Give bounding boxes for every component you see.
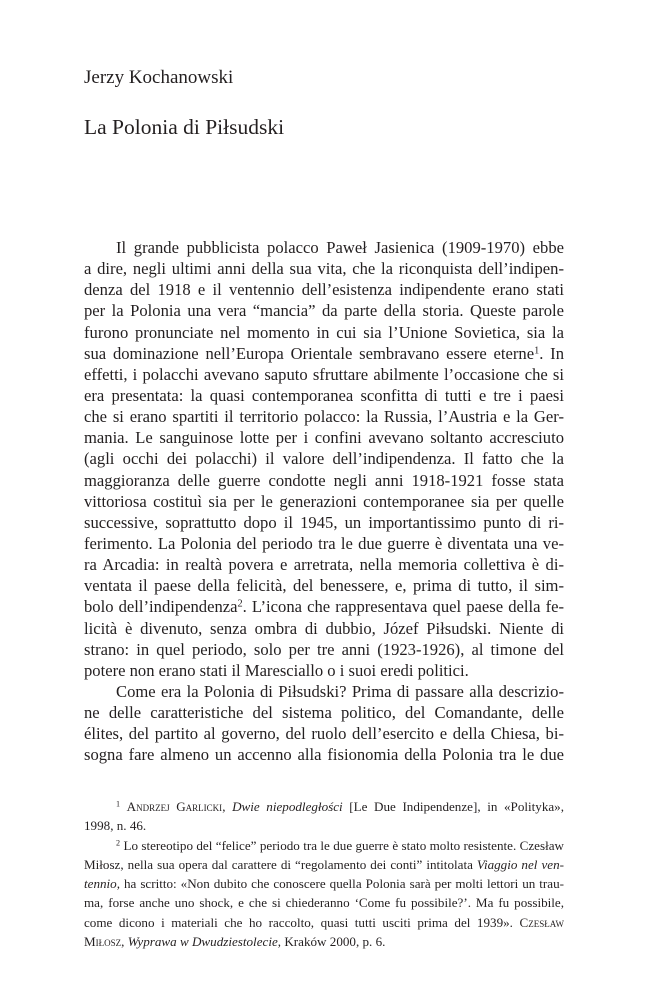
body-line: effetti, i polacchi avevano saputo sfruttare abilmente l’occasione che si [84, 364, 564, 384]
footnote-2-line [84, 855, 564, 874]
body-line: ventata il paese della felicità, del benessere, e, prima di tutto, il sim- [84, 576, 564, 596]
chapter-title: La Polonia di Piłsudski [84, 115, 285, 139]
body-line: vittoriosa costituì sia per le generazioni contemporanee sia per quelle [84, 491, 564, 511]
body-line: denza del 1918 e il ventennio dell’esistenza indipendente erano stati [84, 280, 564, 300]
footnote-work-title: Viaggio nel ven- [476, 856, 564, 872]
footnotes [84, 797, 564, 951]
footnote-ref: 2 [237, 598, 243, 610]
footnote-2 [84, 836, 564, 855]
footnote-1 [84, 797, 564, 816]
body-line: maggioranza delle guerre condotte negli anni 1918-1921 fosse stata [84, 470, 564, 490]
body-line: furono pronunciate nel momento in cui sia l’Unione Sovietica, sia la [84, 322, 564, 342]
footnote-author: Miłosz [84, 934, 122, 950]
footnote-ref: 1 [534, 345, 540, 357]
body-line-text: bolo dell’indipendenza [84, 597, 238, 617]
footnote-text: come dicono i materiali che ho raccolto, quasi tutti usciti prima del 1939». [84, 914, 520, 930]
body-line: mania. Le sanguinose lotte per i confini avevano soltanto accresciuto [84, 428, 564, 448]
body-line: sogna fare almeno un accenno alla fisionomia della Polonia tra le due [84, 745, 564, 765]
footnote-text: Miłosz, nella sua opera dal carattere di “regolamento dei conti” intitolata [84, 856, 477, 872]
body-line: ra Arcadia: in realtà povera e arretrata, nella memoria collettiva è di- [84, 555, 564, 575]
footnote-2-line [84, 913, 564, 932]
chapter-author: Jerzy Kochanowski [84, 67, 234, 88]
body-line: (agli occhi dei polacchi) il valore dell’indipendenza. Il fatto che la [84, 449, 564, 469]
body-line: ne delle caratteristiche del sistema politico, del Comandante, delle [84, 703, 564, 723]
footnote-text: , Kraków 2000, p. 6. [277, 934, 386, 950]
body-line: élites, del partito al governo, del ruolo dell’esercito e della Chiesa, bi- [84, 724, 564, 744]
footnote-text: , [121, 934, 128, 950]
footnote-work-title: tennio, [84, 876, 121, 892]
body-line: a dire, negli ultimi anni della sua vita, che la riconquista dell’indipen- [84, 259, 564, 279]
body-line: potere non erano stati il Maresciallo o i suoi eredi politici. [84, 660, 469, 680]
footnote-mark: 2 [116, 838, 121, 848]
body-line: Il grande pubblicista polacco Paweł Jasienica (1909-1970) ebbe [116, 238, 564, 257]
footnote-2-line: ma, forse anche uno shock, e che si chiederanno ‘Come fu possibile?’. Ma fu possibile, [84, 895, 564, 911]
footnote-text: , [222, 799, 233, 814]
body-line [84, 343, 564, 364]
footnote-2-line [84, 932, 564, 951]
footnote-text: ha scritto: «Non dubito che conoscere quella Polonia sarà per molti lettori un trau- [120, 876, 564, 892]
body-line: Come era la Polonia di Piłsudski? Prima di passare alla descrizio- [116, 681, 564, 701]
body-line-text: sua dominazione nell’Europa Orientale sembravano essere eterne [84, 343, 535, 363]
footnote-work-title: Dwie niepodległości [232, 799, 343, 814]
body-line: licità è divenuto, senza ombra di dubbio, Józef Piłsudski. Niente di [84, 618, 564, 638]
body-line-text: . L’icona che rappresentava quel paese della fe- [242, 597, 564, 617]
body-line-text: . In [539, 343, 564, 363]
footnote-text: Lo stereotipo del “felice” periodo tra le due guerre è stato molto resistente. Czesław [123, 837, 564, 853]
footnote-2-line [84, 874, 564, 893]
body-line: ferimento. La Polonia del periodo tra le due guerre è diventata una ve- [84, 533, 564, 553]
body-line: successive, soprattutto dopo il 1945, un importantissimo punto di ri- [84, 512, 564, 532]
body-line [84, 596, 564, 617]
body-line: strano: in quel periodo, solo per tre anni (1923-1926), al timone del [84, 639, 564, 659]
footnote-text: [Le Due Indipendenze], in «Polityka», [342, 799, 565, 814]
footnote-author: Czesław [519, 914, 564, 930]
footnote-mark: 1 [116, 799, 121, 809]
body-line: per la Polonia una vera “mancia” da parte della storia. Queste parole [84, 301, 564, 321]
body-line: che si erano spartiti il territorio polacco: la Russia, l’Austria e la Ger- [84, 407, 564, 427]
body-line: era presentata: la quasi contemporanea sconfitta di tutti e tre i paesi [84, 385, 564, 405]
footnote-1-line: 1998, n. 46. [84, 818, 147, 834]
footnote-work-title: Wyprawa w Dwudziestolecie [127, 934, 278, 950]
body-text [84, 237, 564, 766]
footnote-author: Andrzej Garlicki [126, 799, 223, 814]
